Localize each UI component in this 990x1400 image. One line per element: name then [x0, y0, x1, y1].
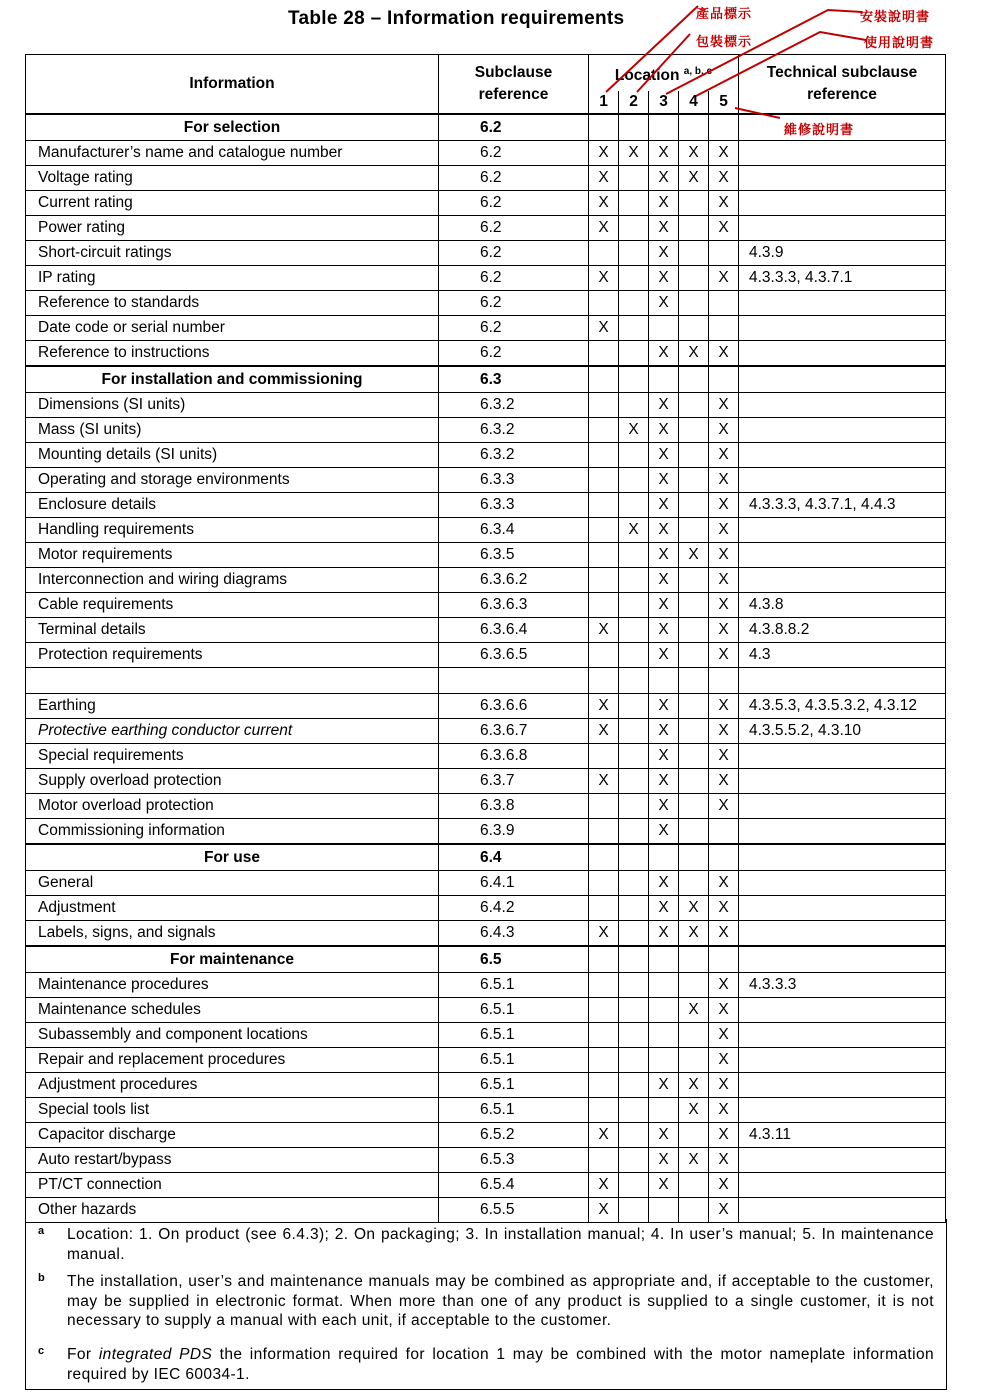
technical-reference-cell: 4.3.11	[739, 1123, 946, 1148]
technical-reference-cell: 4.3.3.3, 4.3.7.1	[739, 266, 946, 291]
subclause-reference-cell: 6.3.6.8	[439, 744, 589, 769]
section-label: For installation and commissioning	[26, 366, 439, 393]
subclause-reference-cell: 6.3.6.5	[439, 643, 589, 668]
subclause-reference-cell: 6.3.3	[439, 468, 589, 493]
location-cell-3: X	[649, 291, 679, 316]
section-subclause-reference: 6.2	[439, 114, 589, 141]
location-cell-4: X	[679, 341, 709, 367]
subclause-reference-cell: 6.3.6.4	[439, 618, 589, 643]
information-cell: Date code or serial number	[26, 316, 439, 341]
information-cell: Protection requirements	[26, 643, 439, 668]
location-cell-5: X	[709, 166, 739, 191]
information-cell: Power rating	[26, 216, 439, 241]
annotation-line-loc3	[666, 10, 862, 94]
location-cell-3: X	[649, 568, 679, 593]
subclause-reference-cell: 6.5.4	[439, 1173, 589, 1198]
location-cell-5: X	[709, 493, 739, 518]
subclause-reference-cell: 6.3.9	[439, 819, 589, 845]
location-cell-1: X	[589, 1173, 619, 1198]
subclause-reference-cell: 6.3.2	[439, 393, 589, 418]
location-cell-3: X	[649, 241, 679, 266]
information-cell: Motor overload protection	[26, 794, 439, 819]
subclause-reference-cell: 6.3.6.2	[439, 568, 589, 593]
footnote-mark: c	[38, 1345, 45, 1357]
information-cell: Adjustment procedures	[26, 1073, 439, 1098]
location-cell-5: X	[709, 543, 739, 568]
location-cell-5: X	[709, 191, 739, 216]
location-cell-3: X	[649, 744, 679, 769]
information-cell: Interconnection and wiring diagrams	[26, 568, 439, 593]
location-cell-4: X	[679, 896, 709, 921]
information-cell: Repair and replacement procedures	[26, 1048, 439, 1073]
information-cell: Protective earthing conductor current	[26, 719, 439, 744]
information-cell: Earthing	[26, 694, 439, 719]
location-cell-2: X	[619, 141, 649, 166]
location-cell-5: X	[709, 998, 739, 1023]
subclause-reference-cell: 6.3.6.7	[439, 719, 589, 744]
subclause-reference-cell: 6.3.3	[439, 493, 589, 518]
header-information: Information	[26, 55, 439, 115]
annotation-loc5: 維修說明書	[784, 123, 855, 138]
location-cell-1: X	[589, 166, 619, 191]
annotation-loc1: 產品標示	[696, 7, 753, 22]
annotation-loc3: 安裝說明書	[860, 10, 931, 25]
location-cell-5: X	[709, 568, 739, 593]
subclause-reference-cell: 6.5.1	[439, 1073, 589, 1098]
information-cell: Current rating	[26, 191, 439, 216]
location-cell-1: X	[589, 266, 619, 291]
information-cell: Cable requirements	[26, 593, 439, 618]
location-cell-5: X	[709, 618, 739, 643]
footnote-text: The installation, user’s and maintenance manuals may be combined as appropriate and, if acceptable to the customer, may be supplied in electronic format. When more than one of any product is supplied to a single customer, it is not necessary to supply a manual with each unit, if acceptable to the customer.	[67, 1273, 934, 1329]
subclause-reference-cell: 6.3.4	[439, 518, 589, 543]
location-cell-5: X	[709, 468, 739, 493]
header-location-sup: a, b, c	[683, 66, 713, 77]
header-technical-line2: reference	[807, 86, 877, 103]
location-cell-5: X	[709, 744, 739, 769]
location-cell-1: X	[589, 216, 619, 241]
location-cell-4: X	[679, 543, 709, 568]
location-cell-1: X	[589, 694, 619, 719]
location-cell-1: X	[589, 191, 619, 216]
location-cell-3: X	[649, 921, 679, 947]
location-cell-3: X	[649, 643, 679, 668]
technical-reference-cell: 4.3.5.5.2, 4.3.10	[739, 719, 946, 744]
location-cell-5: X	[709, 1123, 739, 1148]
subclause-reference-cell: 6.2	[439, 291, 589, 316]
location-cell-1: X	[589, 618, 619, 643]
information-cell: IP rating	[26, 266, 439, 291]
information-cell: Mass (SI units)	[26, 418, 439, 443]
header-subclause-line2: reference	[478, 86, 549, 103]
location-cell-5: X	[709, 921, 739, 947]
subclause-reference-cell: 6.2	[439, 341, 589, 367]
header-technical-line1: Technical subclause	[766, 64, 918, 81]
footnote-mark: b	[38, 1272, 46, 1284]
subclause-reference-cell: 6.3.8	[439, 794, 589, 819]
information-cell: Special requirements	[26, 744, 439, 769]
information-cell: Dimensions (SI units)	[26, 393, 439, 418]
location-cell-5: X	[709, 141, 739, 166]
location-cell-5: X	[709, 1148, 739, 1173]
location-cell-5: X	[709, 518, 739, 543]
location-cell-3: X	[649, 871, 679, 896]
subclause-reference-cell: 6.5.1	[439, 1023, 589, 1048]
location-cell-5: X	[709, 1073, 739, 1098]
location-cell-5: X	[709, 1098, 739, 1123]
annotation-loc2: 包裝標示	[696, 35, 753, 50]
technical-reference-cell: 4.3.3.3	[739, 973, 946, 998]
information-cell: Maintenance procedures	[26, 973, 439, 998]
header-loc-5: 5	[708, 91, 738, 113]
location-cell-5: X	[709, 1173, 739, 1198]
location-cell-5: X	[709, 769, 739, 794]
location-cell-1: X	[589, 921, 619, 947]
header-loc-2: 2	[618, 91, 648, 113]
location-cell-5: X	[709, 216, 739, 241]
location-cell-5: X	[709, 266, 739, 291]
information-cell: Supply overload protection	[26, 769, 439, 794]
annotation-loc4: 使用說明書	[864, 36, 935, 51]
annotation-line-loc2	[637, 34, 690, 92]
location-cell-4: X	[679, 1098, 709, 1123]
footnote-mark: a	[38, 1225, 45, 1237]
subclause-reference-cell: 6.5.1	[439, 973, 589, 998]
information-cell: Terminal details	[26, 618, 439, 643]
location-cell-3: X	[649, 769, 679, 794]
location-cell-5: X	[709, 593, 739, 618]
location-cell-3: X	[649, 1173, 679, 1198]
location-cell-3: X	[649, 543, 679, 568]
subclause-reference-cell: 6.5.1	[439, 1098, 589, 1123]
technical-reference-cell: 4.3.5.3, 4.3.5.3.2, 4.3.12	[739, 694, 946, 719]
information-cell: Commissioning information	[26, 819, 439, 845]
information-cell: Short-circuit ratings	[26, 241, 439, 266]
subclause-reference-cell: 6.2	[439, 166, 589, 191]
information-cell: Reference to standards	[26, 291, 439, 316]
information-cell: Handling requirements	[26, 518, 439, 543]
location-cell-2: X	[619, 418, 649, 443]
header-location-label: Location	[614, 67, 680, 85]
information-cell: Voltage rating	[26, 166, 439, 191]
location-cell-3: X	[649, 493, 679, 518]
location-cell-5: X	[709, 973, 739, 998]
subclause-reference-cell: 6.4.2	[439, 896, 589, 921]
footnote-text-before: For	[67, 1346, 99, 1363]
location-cell-3: X	[649, 1148, 679, 1173]
subclause-reference-cell: 6.2	[439, 191, 589, 216]
location-cell-3: X	[649, 794, 679, 819]
location-cell-5: X	[709, 341, 739, 367]
information-cell: Motor requirements	[26, 543, 439, 568]
location-cell-3: X	[649, 1123, 679, 1148]
subclause-reference-cell: 6.2	[439, 141, 589, 166]
subclause-reference-cell: 6.5.3	[439, 1148, 589, 1173]
subclause-reference-cell: 6.2	[439, 216, 589, 241]
location-cell-5: X	[709, 443, 739, 468]
location-cell-5: X	[709, 871, 739, 896]
location-cell-5: X	[709, 719, 739, 744]
technical-reference-cell: 4.3.8	[739, 593, 946, 618]
annotation-line-loc1	[606, 6, 698, 92]
location-cell-3: X	[649, 341, 679, 367]
location-cell-1: X	[589, 316, 619, 341]
location-cell-3: X	[649, 694, 679, 719]
location-cell-5: X	[709, 1048, 739, 1073]
location-cell-3: X	[649, 819, 679, 845]
location-cell-4: X	[679, 141, 709, 166]
information-cell: Operating and storage environments	[26, 468, 439, 493]
footnote-text: Location: 1. On product (see 6.4.3); 2. On packaging; 3. In installation manual; 4. In user’s manual; 5. In maintenance manual.	[67, 1226, 934, 1263]
header-loc-1: 1	[599, 93, 608, 110]
subclause-reference-cell: 6.3.2	[439, 418, 589, 443]
footnote-text-italic: integrated PDS	[98, 1346, 213, 1363]
location-cell-4: X	[679, 1073, 709, 1098]
location-cell-4: X	[679, 921, 709, 947]
location-cell-3: X	[649, 719, 679, 744]
subclause-reference-cell: 6.5.2	[439, 1123, 589, 1148]
information-cell: General	[26, 871, 439, 896]
location-cell-2: X	[619, 518, 649, 543]
header-subclause-line1: Subclause	[474, 64, 553, 81]
technical-reference-cell: 4.3.3.3, 4.3.7.1, 4.4.3	[739, 493, 946, 518]
subclause-reference-cell: 6.5.1	[439, 998, 589, 1023]
information-cell: Subassembly and component locations	[26, 1023, 439, 1048]
information-cell: Labels, signs, and signals	[26, 921, 439, 947]
information-cell: Manufacturer’s name and catalogue number	[26, 141, 439, 166]
location-cell-1: X	[589, 719, 619, 744]
subclause-reference-cell: 6.3.5	[439, 543, 589, 568]
subclause-reference-cell: 6.5.1	[439, 1048, 589, 1073]
location-cell-3: X	[649, 141, 679, 166]
subclause-reference-cell: 6.2	[439, 266, 589, 291]
information-cell: Auto restart/bypass	[26, 1148, 439, 1173]
location-cell-3: X	[649, 166, 679, 191]
subclause-reference-cell: 6.4.3	[439, 921, 589, 947]
location-cell-1: X	[589, 1123, 619, 1148]
technical-reference-cell: 4.3	[739, 643, 946, 668]
header-loc-3: 3	[648, 91, 678, 113]
location-cell-3: X	[649, 468, 679, 493]
information-cell: Adjustment	[26, 896, 439, 921]
location-cell-5: X	[709, 643, 739, 668]
location-cell-5: X	[709, 1198, 739, 1223]
header-loc-4: 4	[678, 91, 708, 113]
information-cell: Other hazards	[26, 1198, 439, 1223]
subclause-reference-cell: 6.4.1	[439, 871, 589, 896]
section-label: For selection	[26, 114, 439, 141]
location-cell-5: X	[709, 896, 739, 921]
information-cell: Reference to instructions	[26, 341, 439, 367]
section-label: For maintenance	[26, 946, 439, 973]
section-subclause-reference: 6.4	[439, 844, 589, 871]
location-cell-3: X	[649, 191, 679, 216]
table-title: Table 28 – Information requirements	[288, 8, 625, 29]
location-cell-5: X	[709, 1023, 739, 1048]
subclause-reference-cell: 6.3.7	[439, 769, 589, 794]
information-cell: Mounting details (SI units)	[26, 443, 439, 468]
information-cell: Capacitor discharge	[26, 1123, 439, 1148]
location-cell-4: X	[679, 998, 709, 1023]
location-cell-3: X	[649, 443, 679, 468]
location-cell-5: X	[709, 393, 739, 418]
technical-reference-cell: 4.3.8.8.2	[739, 618, 946, 643]
subclause-reference-cell: 6.5.5	[439, 1198, 589, 1223]
annotation-line-loc5	[735, 108, 780, 118]
information-cell: Enclosure details	[26, 493, 439, 518]
location-cell-3: X	[649, 393, 679, 418]
subclause-reference-cell: 6.2	[439, 241, 589, 266]
information-cell: Maintenance schedules	[26, 998, 439, 1023]
location-cell-5: X	[709, 794, 739, 819]
subclause-reference-cell: 6.2	[439, 316, 589, 341]
location-cell-1: X	[589, 769, 619, 794]
subclause-reference-cell: 6.3.6.3	[439, 593, 589, 618]
location-cell-1: X	[589, 1198, 619, 1223]
subclause-reference-cell: 6.3.6.6	[439, 694, 589, 719]
technical-reference-cell: 4.3.9	[739, 241, 946, 266]
section-label: For use	[26, 844, 439, 871]
location-cell-3: X	[649, 216, 679, 241]
subclause-reference-cell: 6.3.2	[439, 443, 589, 468]
location-cell-3: X	[649, 1073, 679, 1098]
location-cell-4: X	[679, 1148, 709, 1173]
section-subclause-reference: 6.3	[439, 366, 589, 393]
location-cell-4: X	[679, 166, 709, 191]
footnote-text-after: the information required for location 1 may be combined with the motor nameplate information required by IEC 60034-1.	[67, 1346, 934, 1383]
information-cell: PT/CT connection	[26, 1173, 439, 1198]
location-cell-5: X	[709, 694, 739, 719]
location-cell-5: X	[709, 418, 739, 443]
location-cell-3: X	[649, 266, 679, 291]
section-subclause-reference: 6.5	[439, 946, 589, 973]
location-cell-3: X	[649, 896, 679, 921]
information-cell: Special tools list	[26, 1098, 439, 1123]
location-cell-3: X	[649, 518, 679, 543]
location-cell-1: X	[589, 141, 619, 166]
location-cell-3: X	[649, 593, 679, 618]
location-cell-3: X	[649, 418, 679, 443]
location-cell-3: X	[649, 618, 679, 643]
